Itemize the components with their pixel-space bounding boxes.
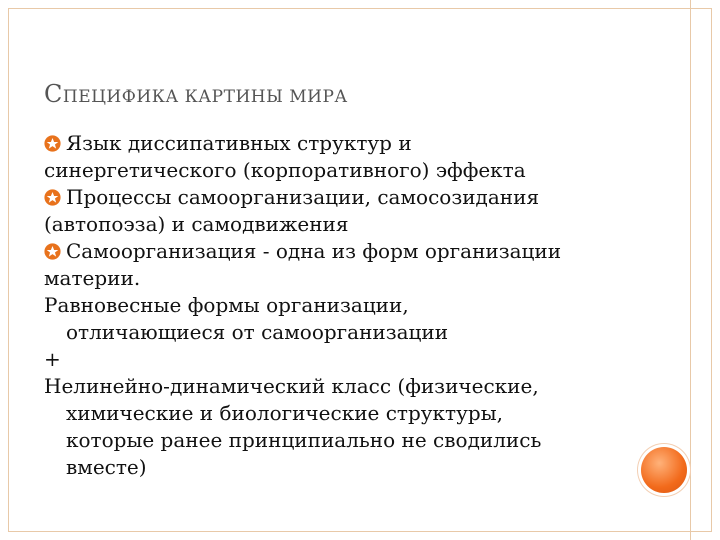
paragraph-line: химические и биологические структуры, <box>66 401 503 425</box>
paragraph-line: вместе) <box>66 455 147 479</box>
slide-body <box>44 130 644 481</box>
bullet-item <box>44 238 644 292</box>
title-initial: С <box>44 80 63 108</box>
bullet-text-line1: Процессы самоорганизации, самосозидания <box>66 185 540 209</box>
paragraph-line: отличающиеся от самоорганизации <box>66 320 449 344</box>
paragraph-equilibrium <box>44 292 644 346</box>
bullet-text-line2: (автопоэза) и самодвижения <box>44 212 349 236</box>
bullet-item <box>44 130 644 184</box>
star-bullet-icon <box>44 135 61 152</box>
bullet-item <box>44 184 644 238</box>
title-rest: ПЕЦИФИКА КАРТИНЫ МИРА <box>62 87 348 107</box>
paragraph-line: Равновесные формы организации, <box>44 293 409 317</box>
slide-right-rule <box>690 0 691 540</box>
plus-sign: + <box>44 347 61 371</box>
paragraph-line: которые ранее принципиально не сводились <box>66 428 542 452</box>
paragraph-nonlinear <box>44 373 644 481</box>
bullet-text-line2: синергетического (корпоративного) эффекта <box>44 158 526 182</box>
bullet-text-line1: Язык диссипативных структур и <box>66 131 412 155</box>
bullet-text-line2: материи. <box>44 266 141 290</box>
bullet-text-line1: Самоорганизация - одна из форм организации <box>66 239 562 263</box>
star-bullet-icon <box>44 189 61 206</box>
orange-circle-icon <box>641 447 687 493</box>
star-bullet-icon <box>44 243 61 260</box>
paragraph-line: Нелинейно-динамический класс (физические, <box>44 374 539 398</box>
slide-title <box>44 80 348 108</box>
